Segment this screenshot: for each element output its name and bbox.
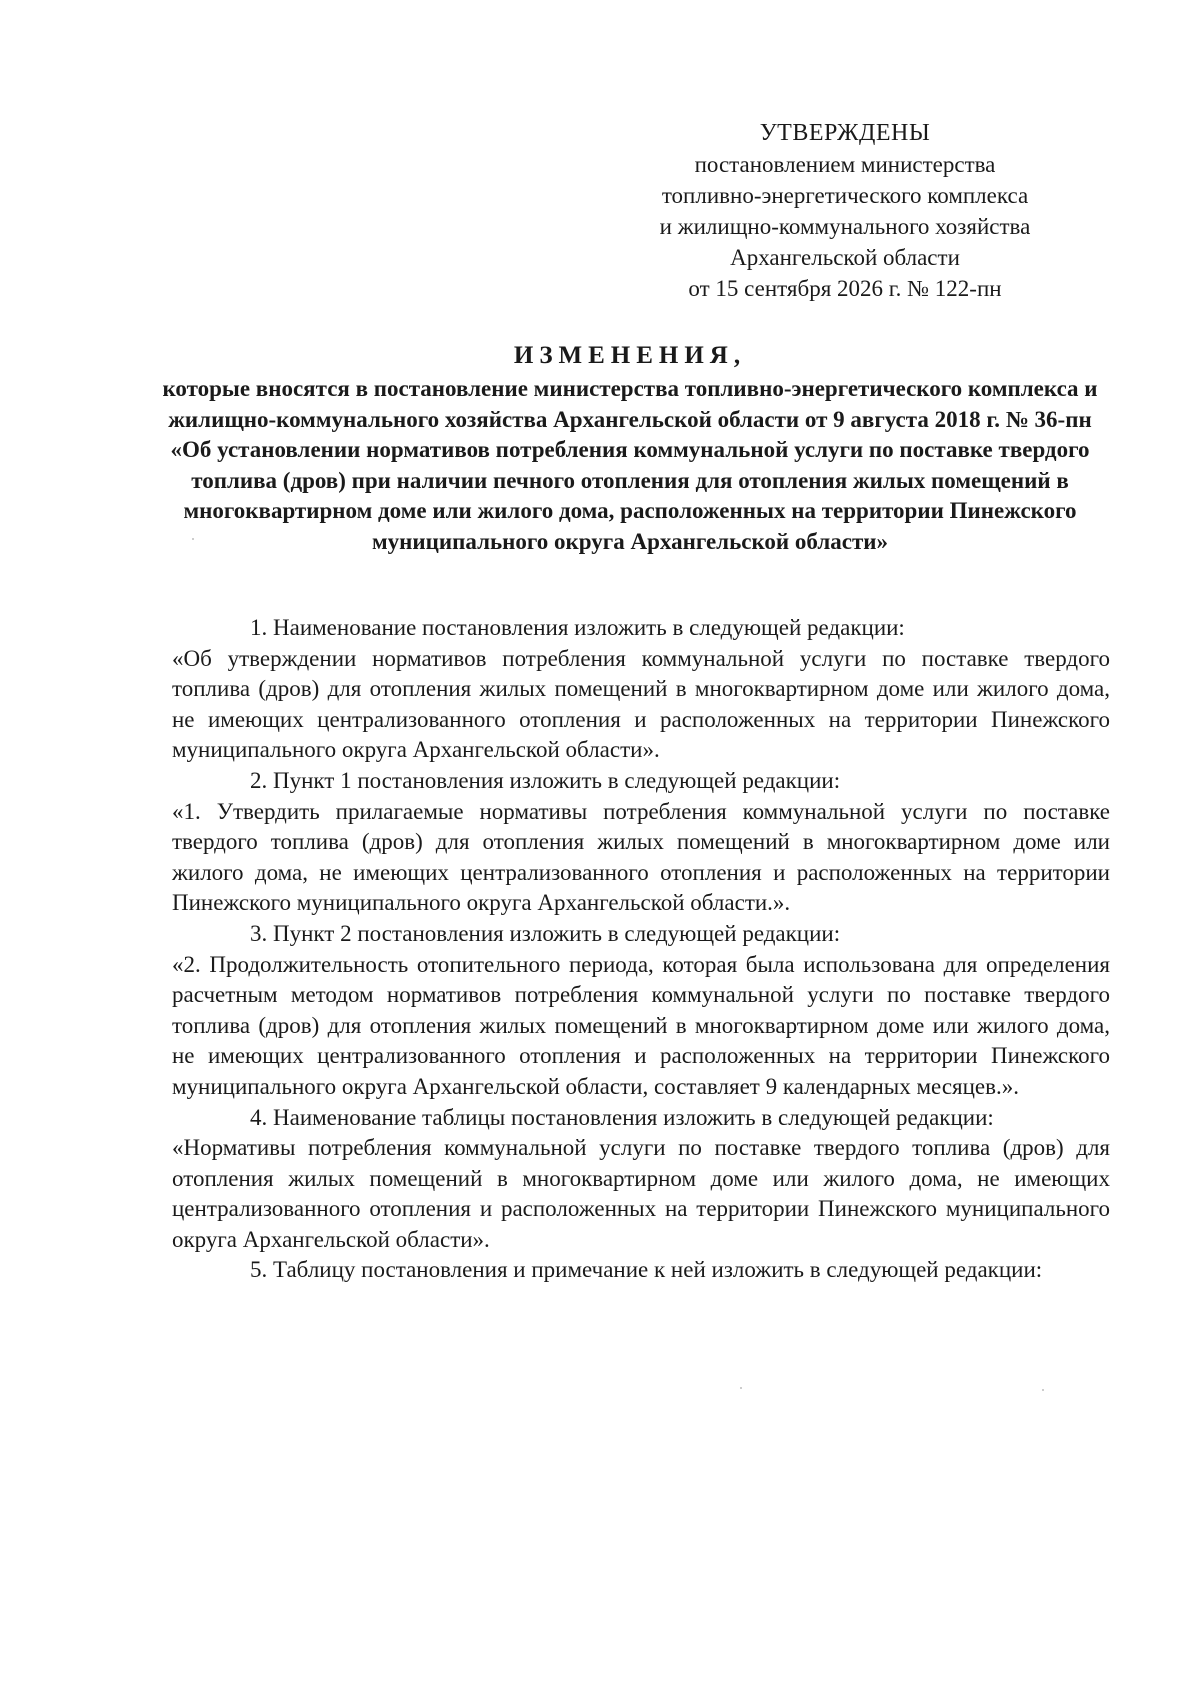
approval-line: постановлением министерства [694,152,996,177]
item-4-instruction: 4. Наименование таблицы постановления изложить в следующей редакции: [250,1104,994,1130]
scan-speck [192,538,194,540]
approval-line: Архангельской области [730,245,960,270]
document-subheading: которые вносятся в постановление министерства топливно-энергетического комплекса и жилищно-коммунального хозяйства Архангельской области от 9 августа 2018 г. № 36-пн «Об установлении нормативов потребления коммунальной услуги по поставке твердого топлива (дров) при наличии печного отопления для отопления жилых помещений в многоквартирном доме или жилого дома, расположенных на территории Пинежского муниципального округа Архангельской области» [162,376,1098,554]
document-heading: ИЗМЕНЕНИЯ, [513,342,747,369]
approval-title: УТВЕРЖДЕНЫ [759,120,931,146]
scan-speck [1042,1389,1044,1391]
approval-date-line: от 15 сентября 2026 г. № 122-пн [688,276,1002,301]
document-title-block [160,340,1100,557]
approval-stamp [600,118,1090,304]
scan-speck [740,1387,742,1389]
item-3-text: «2. Продолжительность отопительного периода, которая была использована для определения расчетным методом нормативов потребления коммунальной услуги по поставке твердого топлива (дров) для отопления жилых помещений в многоквартирном доме или жилого дома, не имеющих централизованного отопления и расположенных на территории Пинежского муниципального округа Архангельской области, составляет 9 календарных месяцев.». [172,951,1110,1099]
item-1-text: «Об утверждении нормативов потребления коммунальной услуги по поставке твердого топлива (дров) для отопления жилых помещений в многоквартирном доме или жилого дома, не имеющих централизованного отопления и расположенных на территории Пинежского муниципального округа Архангельской области». [172,645,1110,763]
item-4-text: «Нормативы потребления коммунальной услуги по поставке твердого топлива (дров) для отопления жилых помещений в многоквартирном доме или жилого дома, не имеющих централизованного отопления и расположенных на территории Пинежского муниципального округа Архангельской области». [172,1135,1110,1252]
item-2-text: «1. Утвердить прилагаемые нормативы потребления коммунальной услуги по поставке твердого топлива (дров) для отопления жилых помещений в многоквартирном доме или жилого дома, не имеющих централизованного отопления и расположенных на территории Пинежского муниципального округа Архангельской области.». [172,798,1110,916]
item-1-instruction: 1. Наименование постановления изложить в следующей редакции: [250,615,905,640]
approval-line: топливно-энергетического комплекса [661,183,1029,208]
document-body [172,613,1110,1286]
approval-line: и жилищно-коммунального хозяйства [659,214,1031,239]
item-2-instruction: 2. Пункт 1 постановления изложить в следующей редакции: [250,767,841,793]
item-3-instruction: 3. Пункт 2 постановления изложить в следующей редакции: [250,920,841,946]
item-5-instruction: 5. Таблицу постановления и примечание к ней изложить в следующей редакции: [250,1257,1043,1283]
